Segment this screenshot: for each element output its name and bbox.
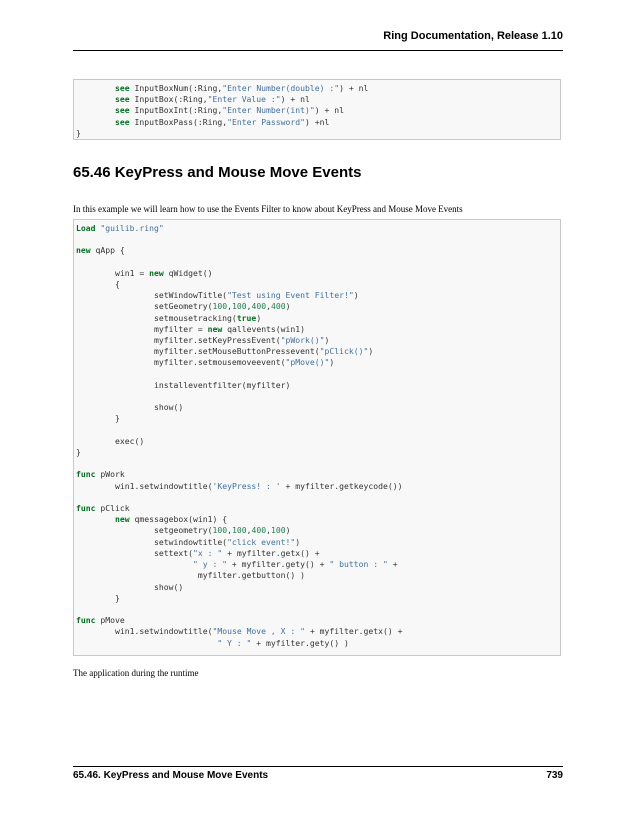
code-token: setGeometry( [76,301,213,312]
code-token: , [246,301,252,312]
code-token: qApp { [95,245,125,256]
code-token: see [76,83,135,93]
code-token: ) [285,525,291,536]
code-token: ) + nl [280,94,310,105]
code-token: win1.setwindowtitle( [76,480,213,491]
code-line [76,245,560,256]
code-token: pWork [100,469,125,480]
intro-paragraph: In this example we will learn how to use the Events Filter to know about KeyPress and Mouse Move Events [73,204,463,214]
code-token: setmousetracking( [76,312,237,323]
code-token: setgeometry( [76,525,213,536]
code-token: ) [324,335,330,346]
code-line [76,324,560,335]
code-token: " button : " [329,559,388,570]
code-token: win1 = [76,267,150,278]
code-line [76,391,560,402]
code-token: InputBoxInt(:Ring, [134,105,223,116]
code-line [76,559,560,570]
code-line [76,279,560,290]
code-token: ) [368,346,374,357]
code-token: new [207,323,228,334]
code-line [76,313,560,324]
code-token: ) [329,357,335,368]
code-line [76,447,560,458]
code-token: 100 [231,525,247,536]
code-token: "Enter Value :" [207,94,281,105]
code-line [76,94,560,105]
code-line [76,514,560,525]
code-token: settext( [76,547,193,558]
code-token: "click event!" [227,536,296,547]
code-token: , [227,525,232,536]
code-token: pMove [100,615,125,626]
code-token: ) [285,301,291,312]
code-line [76,413,560,424]
code-token: myfilter.setmousemoveevent( [76,357,286,368]
code-token: } [76,413,120,424]
code-token: func [76,469,101,480]
code-line [76,402,560,413]
code-token: "Test using Event Filter!" [227,290,354,301]
code-token: "guilib.ring" [100,223,164,233]
code-token: 100 [270,525,286,536]
code-token: func [76,503,101,514]
code-token: qWidget() [168,267,213,278]
code-line [76,346,560,357]
code-listing [74,80,560,139]
code-line [76,615,560,626]
code-line [76,369,560,380]
page-number: 739 [546,770,563,781]
code-line [76,83,560,94]
footer-rule [73,766,563,767]
code-token: 100 [212,301,228,312]
code-token: } [76,127,81,138]
header-rule [73,50,563,51]
section-heading: 65.46 KeyPress and Mouse Move Events [73,164,362,181]
code-token: ) [353,290,359,301]
code-token: new [76,245,96,256]
code-token: + myfilter.getkeycode()) [280,480,403,491]
code-token: exec() [76,435,145,446]
code-line [76,503,560,514]
code-token: + myfilter.getx() + [222,547,320,558]
code-token: 400 [251,525,267,536]
code-line [76,234,560,245]
code-token: ) + nl [339,83,369,93]
code-line [76,604,560,615]
code-token: InputBoxPass(:Ring, [134,116,228,127]
code-token: installeventfilter(myfilter) [76,379,291,390]
code-line [76,223,560,234]
code-line [76,425,560,436]
code-token: Load [76,223,101,233]
code-line [76,469,560,480]
code-token: ) + nl [314,105,345,116]
code-token: + myfilter.getx() + [305,626,403,637]
code-line [76,626,560,637]
code-token: see [76,116,135,127]
code-token: "Mouse Move , X : " [212,626,306,637]
code-token: "pWork()" [280,335,325,346]
code-token: + myfilter.gety() ) [251,637,349,648]
code-token: { [76,279,120,290]
code-line [76,268,560,279]
code-line [76,257,560,268]
code-token: see [76,94,135,105]
code-token: setwindowtitle( [76,536,228,547]
running-header: Ring Documentation, Release 1.10 [383,30,563,42]
code-token: " Y : " [76,637,252,648]
code-token: true [236,312,257,323]
code-line [76,525,560,536]
code-line [76,105,560,116]
code-token: " y : " [76,559,228,570]
code-line [76,117,560,128]
code-token: pClick [100,503,130,514]
code-token: , [227,301,232,312]
code-token: ) [256,312,262,323]
code-token: InputBox(:Ring, [134,94,208,105]
code-token: qmessagebox(win1) { [134,514,228,525]
code-token: myfilter.setKeyPressEvent( [76,335,281,346]
code-token: 100 [212,525,228,536]
code-line [76,335,560,346]
code-token: "Enter Number(int)" [222,105,315,116]
code-token: "pMove()" [285,357,330,368]
code-token: new [76,514,135,525]
code-listing [74,220,560,649]
code-block-event-filter [73,219,561,656]
code-token: } [76,592,120,603]
code-token: "Enter Number(double) :" [222,83,340,93]
code-token: setWindowTitle( [76,290,228,301]
runtime-caption: The application during the runtime [73,668,199,678]
code-token: , [246,525,252,536]
code-line [76,436,560,447]
code-token: ) +nl [305,116,330,127]
code-line [76,570,560,581]
code-token: win1.setwindowtitle( [76,626,213,637]
code-token: "pClick()" [319,346,369,357]
code-token: , [266,525,271,536]
code-line [76,582,560,593]
code-line [76,593,560,604]
code-line [76,492,560,503]
code-token: "Enter Password" [227,116,306,127]
code-token: myfilter.getbutton() ) [76,570,306,581]
code-token: 400 [270,301,286,312]
code-line [76,537,560,548]
code-line [76,458,560,469]
code-token: ) [295,536,301,547]
code-token: see [76,105,135,116]
code-token: InputBoxNum(:Ring, [134,83,223,93]
code-line [76,301,560,312]
code-token: , [266,301,271,312]
code-token: show() [76,581,184,592]
code-line [76,290,560,301]
code-token: + [387,559,398,570]
code-line [76,548,560,559]
code-token: new [149,267,169,278]
code-line [76,128,560,139]
code-token: qallevents(win1) [227,323,306,334]
code-token: 'KeyPress! : ' [212,480,281,491]
running-footer [73,770,563,781]
code-token: myfilter = [76,323,208,334]
code-block-input-box [73,79,561,140]
code-token: } [76,447,81,458]
code-token: "x : " [192,547,223,558]
code-token: myfilter.setMouseButtonPressevent( [76,346,320,357]
code-token: + myfilter.gety() + [227,559,330,570]
code-line [76,357,560,368]
code-line [76,380,560,391]
code-line [76,481,560,492]
code-token: 400 [251,301,267,312]
code-token: 100 [231,301,247,312]
code-line [76,638,560,649]
footer-section: 65.46. KeyPress and Mouse Move Events [73,770,269,781]
code-token: show() [76,402,184,413]
code-token: func [76,615,101,626]
